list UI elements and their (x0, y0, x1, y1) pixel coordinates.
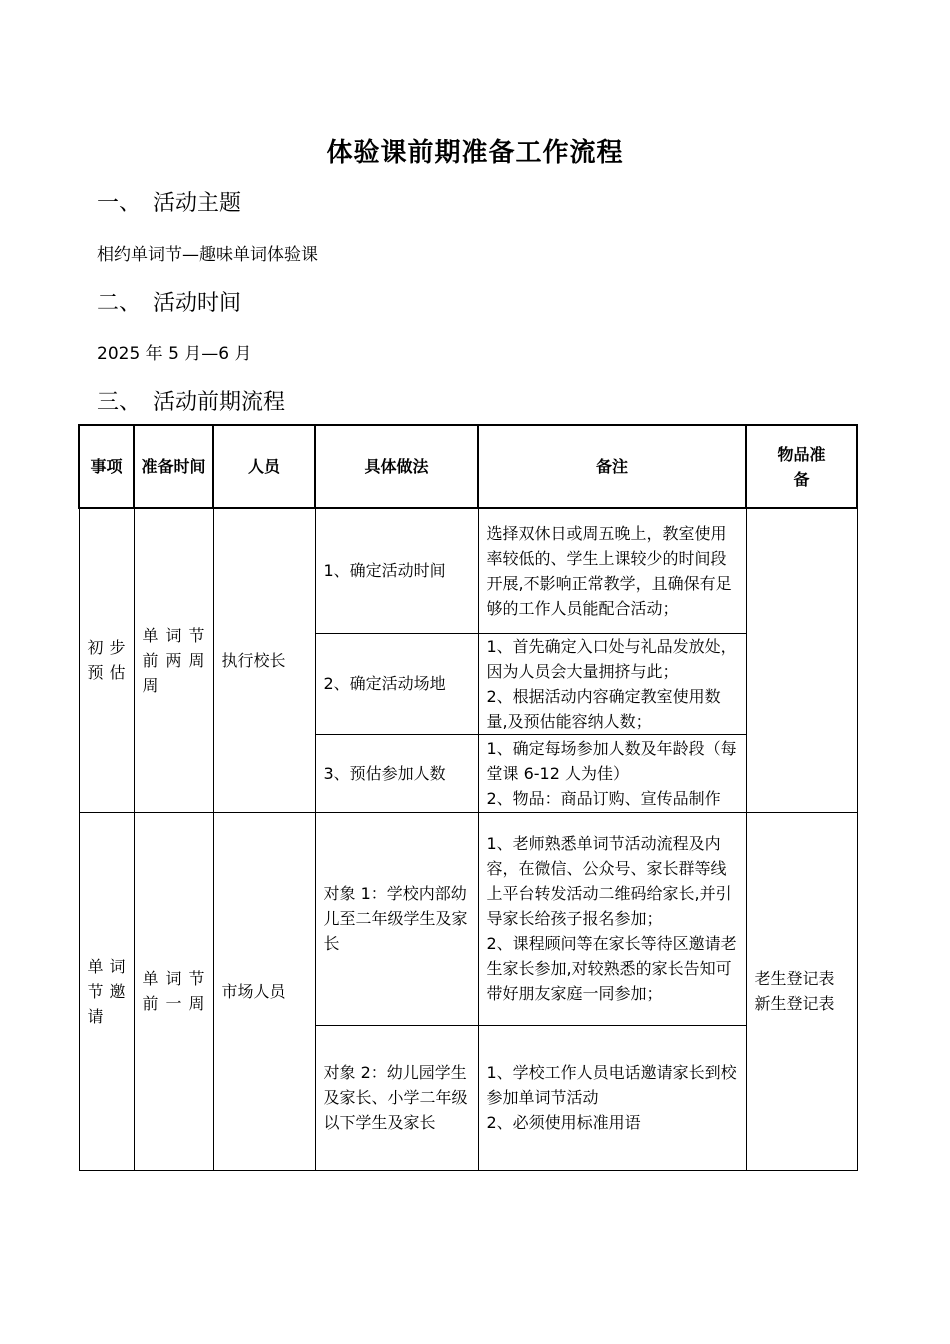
cell-staff: 市场人员 (213, 812, 315, 1170)
cell-goods (746, 508, 857, 812)
document-title: 体验课前期准备工作流程 (326, 138, 624, 168)
section-number: 三、 (97, 390, 142, 415)
header-note: 备注 (478, 425, 746, 508)
section-number: 一、 (97, 191, 142, 216)
table-row (79, 812, 857, 1025)
activity-time-text: 2025 年 5 月—6 月 (97, 344, 252, 364)
cell-item: 单词节邀请 (79, 812, 134, 1170)
cell-note: 1、首先确定入口处与礼品发放处，因为人员会大量拥挤与此； 2、根据活动内容确定教室使用数量,及预估能容纳人数； (478, 633, 746, 734)
section-title: 活动前期流程 (153, 390, 286, 415)
preparation-table (78, 424, 858, 1171)
section-heading-theme (97, 186, 241, 217)
header-item: 事项 (79, 425, 134, 508)
cell-time: 单词节前两周周 (134, 508, 213, 812)
cell-staff: 执行校长 (213, 508, 315, 812)
cell-note: 选择双休日或周五晚上，教室使用率较低的、学生上课较少的时间段开展,不影响正常教学，且确保有足够的工作人员能配合活动； (478, 508, 746, 633)
section-number: 二、 (97, 291, 142, 316)
cell-item: 初步预估 (79, 508, 134, 812)
cell-method: 对象 1：学校内部幼儿至二年级学生及家长 (315, 812, 478, 1025)
activity-theme-text: 相约单词节—趣味单词体验课 (97, 245, 318, 265)
header-method: 具体做法 (315, 425, 478, 508)
cell-note: 1、老师熟悉单词节活动流程及内容，在微信、公众号、家长群等线上平台转发活动二维码给家长,并引导家长给孩子报名参加； 2、课程顾问等在家长等待区邀请老生家长参加,对较熟悉的家长告知可带好朋友家庭一同参加； (478, 812, 746, 1025)
table-header-row (79, 425, 857, 508)
section-heading-time (97, 286, 241, 317)
cell-time: 单词节前一周 (134, 812, 213, 1170)
cell-method: 1、确定活动时间 (315, 508, 478, 633)
cell-note: 1、确定每场参加人数及年龄段（每堂课 6-12 人为佳） 2、物品：商品订购、宣传品制作 (478, 734, 746, 812)
section-title: 活动主题 (153, 191, 242, 216)
cell-method: 3、预估参加人数 (315, 734, 478, 812)
cell-method: 对象 2：幼儿园学生及家长、小学二年级以下学生及家长 (315, 1025, 478, 1170)
header-time: 准备时间 (134, 425, 213, 508)
cell-note: 1、学校工作人员电话邀请家长到校参加单词节活动 2、必须使用标准用语 (478, 1025, 746, 1170)
cell-goods: 老生登记表 新生登记表 (746, 812, 857, 1170)
header-goods: 物品准备 (746, 425, 857, 508)
header-staff: 人员 (213, 425, 315, 508)
section-title: 活动时间 (153, 291, 242, 316)
table-row (79, 508, 857, 633)
section-heading-process (97, 385, 285, 416)
cell-method: 2、确定活动场地 (315, 633, 478, 734)
